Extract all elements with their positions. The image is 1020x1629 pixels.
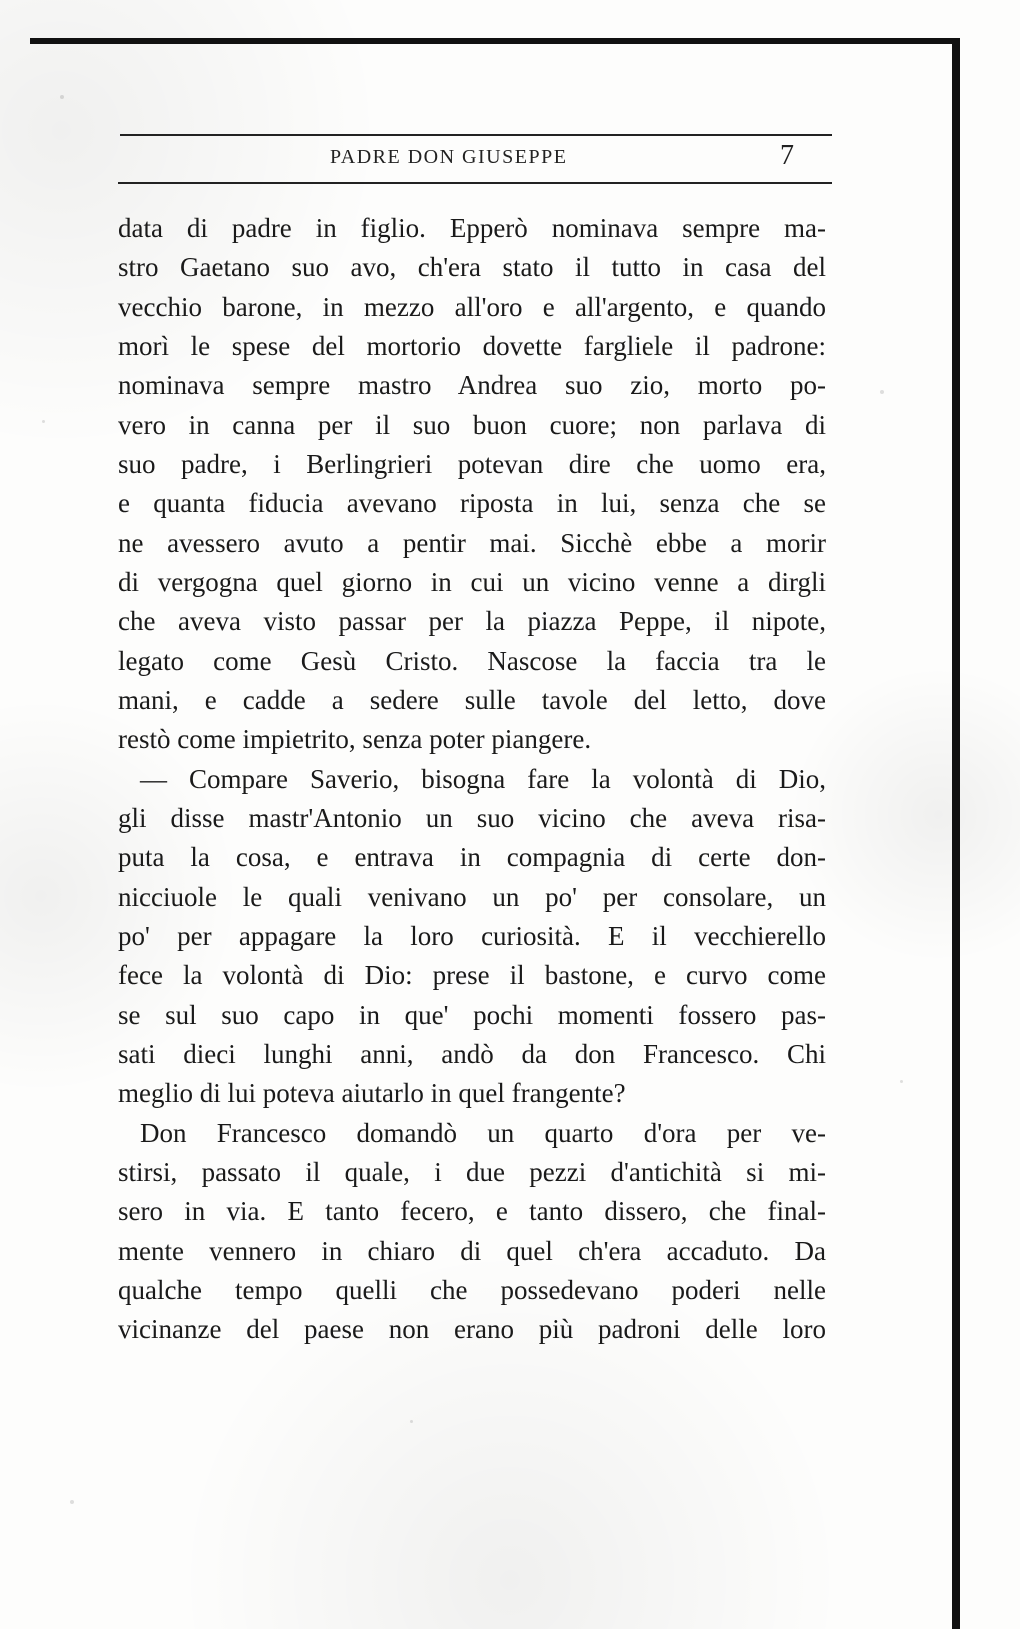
header-rule-top: [120, 134, 832, 136]
text-line: vero in canna per il suo buon cuore; non parlava di: [118, 410, 826, 440]
text-line: sero in via. E tanto fecero, e tanto dissero, che final-: [118, 1196, 826, 1226]
text-line: vicinanze del paese non erano più padroni delle loro: [118, 1314, 826, 1344]
text-line: restò come impietrito, senza poter piangere.: [118, 724, 592, 754]
text-line: se sul suo capo in que' pochi momenti fossero pas-: [118, 1000, 826, 1030]
running-head: PADRE DON GIUSEPPE: [330, 146, 568, 168]
text-line: nominava sempre mastro Andrea suo zio, morto po-: [118, 370, 826, 400]
text-line: mente vennero in chiaro di quel ch'era accaduto. Da: [118, 1236, 826, 1266]
text-line: mani, e cadde a sedere sulle tavole del letto, dove: [118, 685, 826, 715]
scan-speck: [60, 95, 64, 99]
page-number: 7: [780, 140, 794, 171]
text-line: suo padre, i Berlingrieri potevan dire che uomo era,: [118, 449, 826, 479]
text-line: vecchio barone, in mezzo all'oro e all'argento, e quando: [118, 292, 826, 322]
text-line: puta la cosa, e entrava in compagnia di certe don-: [118, 842, 826, 872]
scan-speck: [880, 390, 884, 394]
scan-speck: [42, 420, 45, 423]
text-line: legato come Gesù Cristo. Nascose la faccia tra le: [118, 646, 826, 676]
text-line: meglio di lui poteva aiutarlo in quel frangente?: [118, 1078, 626, 1108]
text-line: sati dieci lunghi anni, andò da don Francesco. Chi: [118, 1039, 826, 1069]
text-line: morì le spese del mortorio dovette fargliele il padrone:: [118, 331, 826, 361]
text-line: po' per appagare la loro curiosità. E il vecchierello: [118, 921, 826, 951]
text-line: che aveva visto passar per la piazza Peppe, il nipote,: [118, 606, 826, 636]
text-line: Don Francesco domandò un quarto d'ora per ve-: [140, 1118, 826, 1148]
scan-right-edge: [952, 38, 960, 1629]
text-line: gli disse mastr'Antonio un suo vicino che aveva risa-: [118, 803, 826, 833]
header-rule-bottom: [118, 182, 832, 184]
scan-speck: [70, 1500, 74, 1504]
text-line: data di padre in figlio. Epperò nominava sempre ma-: [118, 213, 826, 243]
text-line: stirsi, passato il quale, i due pezzi d'antichità si mi-: [118, 1157, 826, 1187]
text-line: fece la volontà di Dio: prese il bastone, e curvo come: [118, 960, 826, 990]
scan-speck: [900, 1080, 903, 1083]
scan-top-edge: [30, 38, 958, 44]
text-line: — Compare Saverio, bisogna fare la volontà di Dio,: [140, 764, 826, 794]
text-line: nicciuole le quali venivano un po' per consolare, un: [118, 882, 826, 912]
text-line: di vergogna quel giorno in cui un vicino venne a dirgli: [118, 567, 826, 597]
text-line: e quanta fiducia avevano riposta in lui, senza che se: [118, 488, 826, 518]
text-line: ne avessero avuto a pentir mai. Sicchè ebbe a morir: [118, 528, 826, 558]
scan-speck: [410, 1420, 413, 1423]
text-line: stro Gaetano suo avo, ch'era stato il tutto in casa del: [118, 252, 826, 282]
text-line: qualche tempo quelli che possedevano poderi nelle: [118, 1275, 826, 1305]
